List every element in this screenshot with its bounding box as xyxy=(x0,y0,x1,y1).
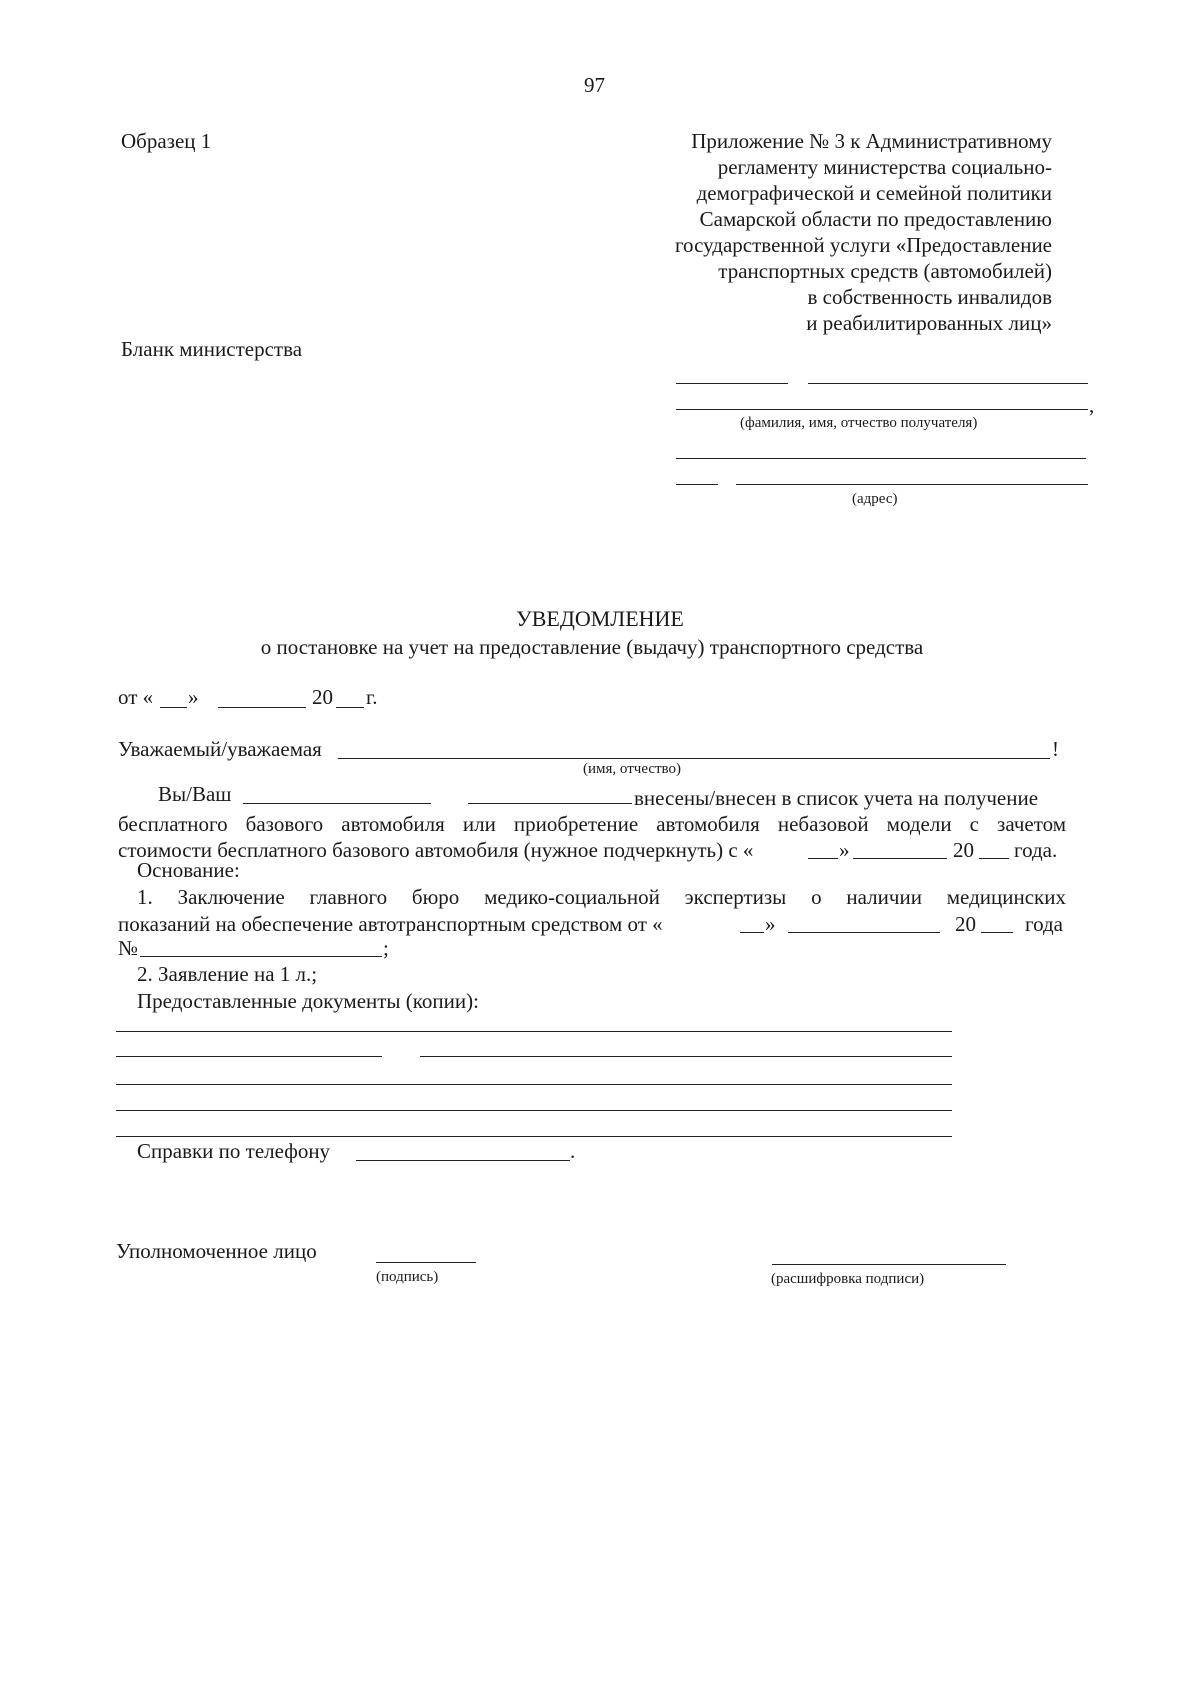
date-year-field[interactable] xyxy=(336,707,364,708)
item1-line3-end: ; xyxy=(383,936,389,960)
appendix-line: Приложение № 3 к Административному xyxy=(691,129,1052,153)
body-field-1[interactable] xyxy=(243,803,431,804)
item1-line2-mid: » xyxy=(765,912,776,936)
greeting-name-field[interactable] xyxy=(338,758,1050,759)
date-prefix: от « xyxy=(118,685,154,709)
basis-label: Основание: xyxy=(137,858,240,882)
item1-line2-end: года xyxy=(1025,912,1063,936)
phone-label: Справки по телефону xyxy=(137,1139,331,1163)
appendix-line: транспортных средств (автомобилей) xyxy=(718,259,1052,283)
phone-end: . xyxy=(570,1139,576,1163)
documents-line-3[interactable] xyxy=(116,1084,952,1085)
signature-decode-caption: (расшифровка подписи) xyxy=(771,1271,925,1287)
documents-line-1[interactable] xyxy=(116,1031,952,1032)
document-title: УВЕДОМЛЕНИЕ xyxy=(516,606,684,631)
item1-number-field[interactable] xyxy=(140,956,382,957)
appendix-line: и реабилитированных лиц» xyxy=(806,311,1052,335)
body-line3-start: стоимости бесплатного базового автомобиля (нужное подчеркнуть) с « xyxy=(118,838,754,862)
documents-line-2b[interactable] xyxy=(420,1056,952,1057)
recipient-line-2[interactable] xyxy=(676,409,1088,410)
body-field-2[interactable] xyxy=(468,803,632,804)
recipient-comma: , xyxy=(1089,393,1095,417)
date-year-prefix: 20 xyxy=(312,685,333,709)
recipient-line-1b[interactable] xyxy=(808,383,1088,384)
greeting-caption: (имя, отчество) xyxy=(583,761,682,777)
body-line1-start: Вы/Ваш xyxy=(158,782,232,806)
date-day-field[interactable] xyxy=(160,707,187,708)
date-mid: » xyxy=(188,685,199,709)
appendix-line: Самарской области по предоставлению xyxy=(699,207,1052,231)
body-line3-end: года. xyxy=(1014,838,1058,862)
address-line-1[interactable] xyxy=(676,458,1086,459)
appendix-line: демографической и семейной политики xyxy=(696,181,1052,205)
authorized-label: Уполномоченное лицо xyxy=(116,1239,317,1263)
phone-field[interactable] xyxy=(356,1160,570,1161)
greeting-text: Уважаемый/уважаемая xyxy=(118,737,322,761)
body-line1-end: внесены/внесен в список учета на получение xyxy=(634,786,1039,810)
appendix-block xyxy=(532,128,1052,336)
item1-line1: 1. Заключение главного бюро медико-социальной экспертизы о наличии медицинских xyxy=(137,885,1066,909)
document-subtitle xyxy=(0,634,1200,660)
item2: 2. Заявление на 1 л.; xyxy=(137,962,318,986)
recipient-line-1a[interactable] xyxy=(676,383,788,384)
blank-label: Бланк министерства xyxy=(121,337,303,361)
body-line3-mid: » xyxy=(839,838,850,862)
body-line2: бесплатного базового автомобиля или приобретение автомобиля небазовой модели с зачетом xyxy=(118,812,1066,836)
signature-field[interactable] xyxy=(376,1262,476,1263)
item1-number-sign: № xyxy=(118,936,139,960)
date-suffix: г. xyxy=(366,685,378,709)
sample-label: Образец 1 xyxy=(121,129,212,153)
date-month-field[interactable] xyxy=(218,707,306,708)
signature-decode-field[interactable] xyxy=(772,1264,1006,1265)
body-day-field[interactable] xyxy=(808,858,838,859)
body-line3-year: 20 xyxy=(953,838,974,862)
signature-caption: (подпись) xyxy=(376,1269,439,1285)
greeting-end: ! xyxy=(1052,737,1059,761)
item1-day-field[interactable] xyxy=(740,932,764,933)
item1-line2-start: показаний на обеспечение автотранспортным средством от « xyxy=(118,912,663,936)
appendix-line: регламенту министерства социально- xyxy=(717,155,1052,179)
item1-line2-year: 20 xyxy=(955,912,976,936)
address-caption: (адрес) xyxy=(852,491,898,507)
item1-month-field[interactable] xyxy=(788,932,940,933)
item1-year-field[interactable] xyxy=(981,932,1013,933)
address-line-2b[interactable] xyxy=(736,484,1088,485)
body-year-field[interactable] xyxy=(979,858,1009,859)
documents-line-2a[interactable] xyxy=(116,1056,382,1057)
body-month-field[interactable] xyxy=(853,858,947,859)
appendix-line: в собственность инвалидов xyxy=(807,285,1052,309)
appendix-line: государственной услуги «Предоставление xyxy=(674,233,1052,257)
subtitle-text: о постановке на учет на предоставление (выдачу) транспортного средства xyxy=(260,635,924,659)
documents-label: Предоставленные документы (копии): xyxy=(137,989,479,1013)
address-line-2a[interactable] xyxy=(676,484,718,485)
recipient-caption: (фамилия, имя, отчество получателя) xyxy=(740,415,978,431)
documents-line-5[interactable] xyxy=(116,1136,952,1137)
documents-line-4[interactable] xyxy=(116,1110,952,1111)
page-number: 97 xyxy=(584,73,605,97)
